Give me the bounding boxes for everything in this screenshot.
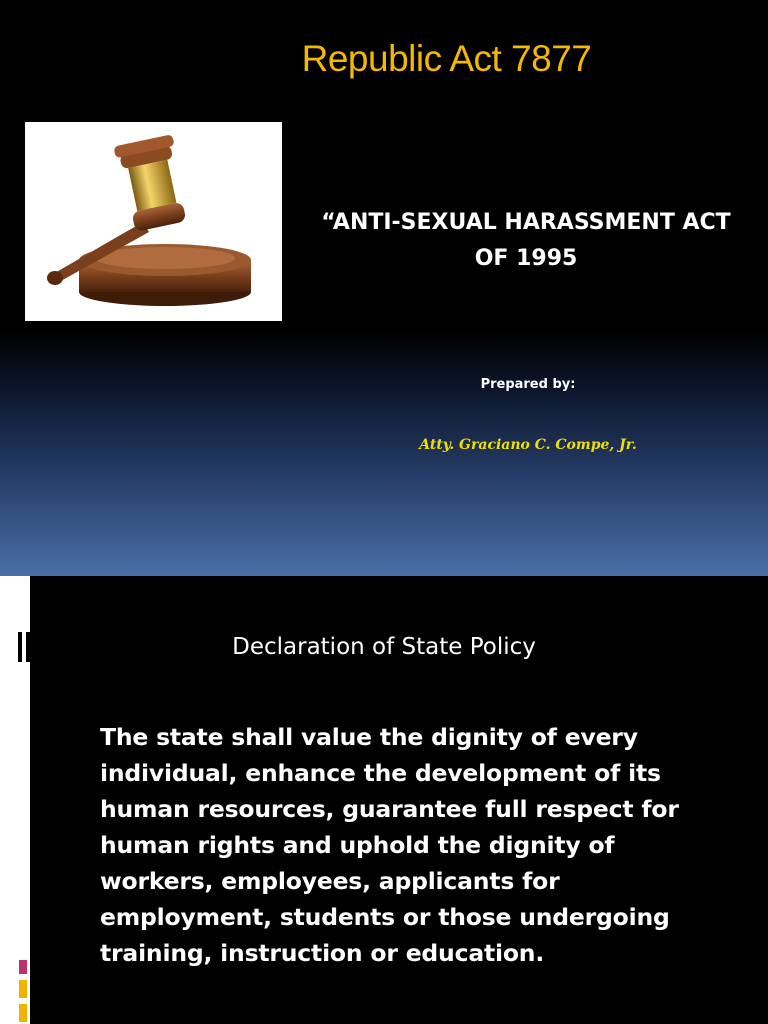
subtitle-line-1: “ANTI-SEXUAL HARASSMENT ACT [321,210,731,235]
accent-square-yellow [19,980,27,998]
author-name: Atty. Graciano C. Compe, Jr. [419,437,637,453]
subtitle-line-2: OF 1995 [474,246,578,271]
gavel-image [25,122,282,321]
slide-title: Republic Act 7877 [301,38,592,79]
slide-2 [0,576,768,1024]
subtitle [290,205,762,277]
gavel-icon [25,122,282,321]
accent-square-yellow-2 [19,1004,27,1022]
accent-square-pink [19,960,27,974]
section-heading: Declaration of State Policy [232,634,536,660]
prepared-by-label: Prepared by: [480,377,576,392]
policy-text: The state shall value the dignity of every individual, enhance the development of its human resources, guarantee full respect for human rights and uphold the dignity of workers, employees, applicants for employment, students or those undergoing training, instruction or education. [100,723,679,967]
